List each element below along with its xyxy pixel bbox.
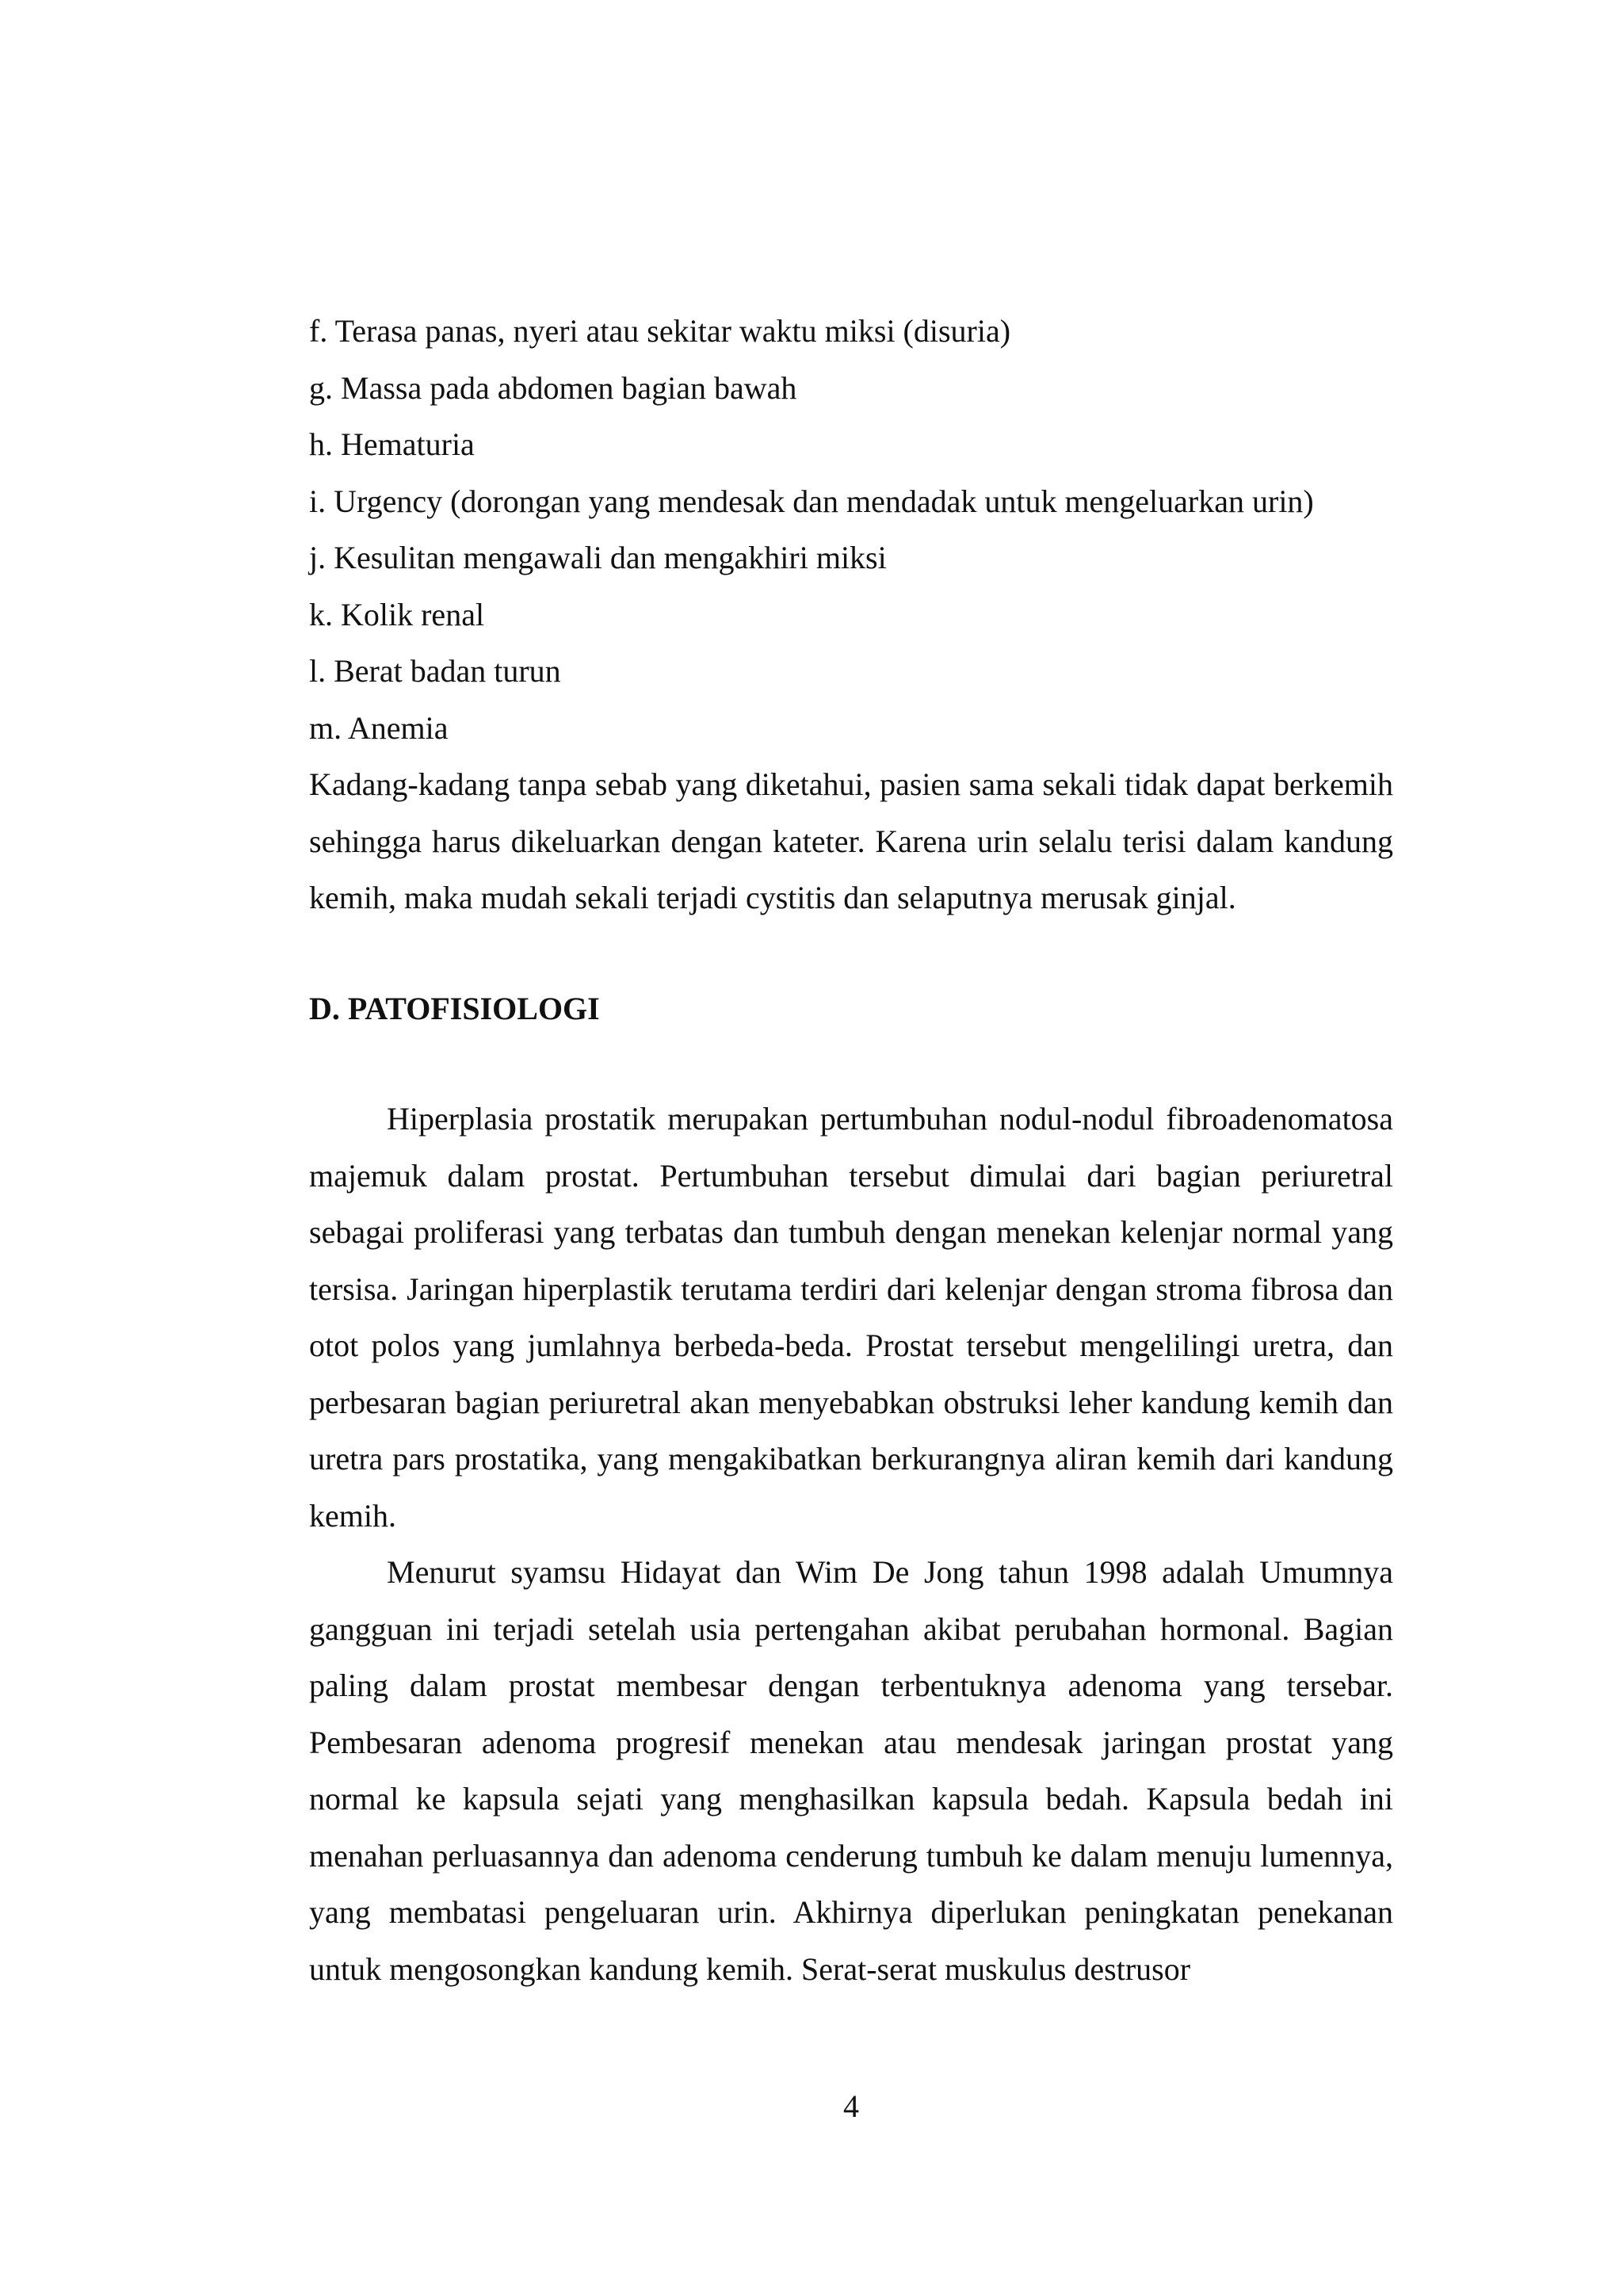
- document-page: [309, 303, 1393, 1997]
- spacer: [309, 1037, 1393, 1091]
- list-item: i. Urgency (dorongan yang mendesak dan mendadak untuk mengeluarkan urin): [309, 483, 1314, 519]
- paragraph-menurut: Menurut syamsu Hidayat dan Wim De Jong tahun 1998 adalah Umumnya gangguan ini terjadi setelah usia pertengahan akibat perubahan hormonal. Bagian paling dalam prostat membesar dengan terbentuknya adenoma yang tersebar. Pembesaran adenoma progresif menekan atau mendesak jaringan prostat yang normal ke kapsula sejati yang menghasilkan kapsula bedah. Kapsula bedah ini menahan perluasannya dan adenoma cenderung tumbuh ke dalam menuju lumennya, yang membatasi pengeluaran urin. Akhirnya diperlukan peningkatan penekanan untuk mengosongkan kandung kemih. Serat-serat muskulus destrusor: [309, 1554, 1393, 1987]
- paragraph-hiperplasia: Hiperplasia prostatik merupakan pertumbuhan nodul-nodul fibroadenomatosa majemuk dalam prostat. Pertumbuhan tersebut dimulai dari bagian periuretral sebagai proliferasi yang terbatas dan tumbuh dengan menekan kelenjar normal yang tersisa. Jaringan hiperplastik terutama terdiri dari kelenjar dengan stroma fibrosa dan otot polos yang jumlahnya berbeda-beda. Prostat tersebut mengelilingi uretra, dan perbesaran bagian periuretral akan menyebabkan obstruksi leher kandung kemih dan uretra pars prostatika, yang mengakibatkan berkurangnya aliran kemih dari kandung kemih.: [309, 1101, 1393, 1534]
- section-heading: D. PATOFISIOLOGI: [309, 990, 600, 1026]
- spacer: [309, 926, 1393, 980]
- list-item: k. Kolik renal: [309, 596, 485, 632]
- list-item: j. Kesulitan mengawali dan mengakhiri miksi: [309, 540, 887, 575]
- list-item: f. Terasa panas, nyeri atau sekitar waktu miksi (disuria): [309, 313, 1011, 349]
- list-item: l. Berat badan turun: [309, 653, 561, 689]
- paragraph-kadang: Kadang-kadang tanpa sebab yang diketahui, pasien sama sekali tidak dapat berkemih sehingga harus dikeluarkan dengan kateter. Karena urin selalu terisi dalam kandung kemih, maka mudah sekali terjadi cystitis dan selaputnya merusak ginjal.: [309, 766, 1393, 915]
- page-number: 4: [843, 2088, 859, 2124]
- list-item: m. Anemia: [309, 709, 449, 746]
- symptom-list: [309, 303, 1393, 756]
- list-item: g. Massa pada abdomen bagian bawah: [309, 369, 797, 406]
- list-item: h. Hematuria: [309, 426, 475, 462]
